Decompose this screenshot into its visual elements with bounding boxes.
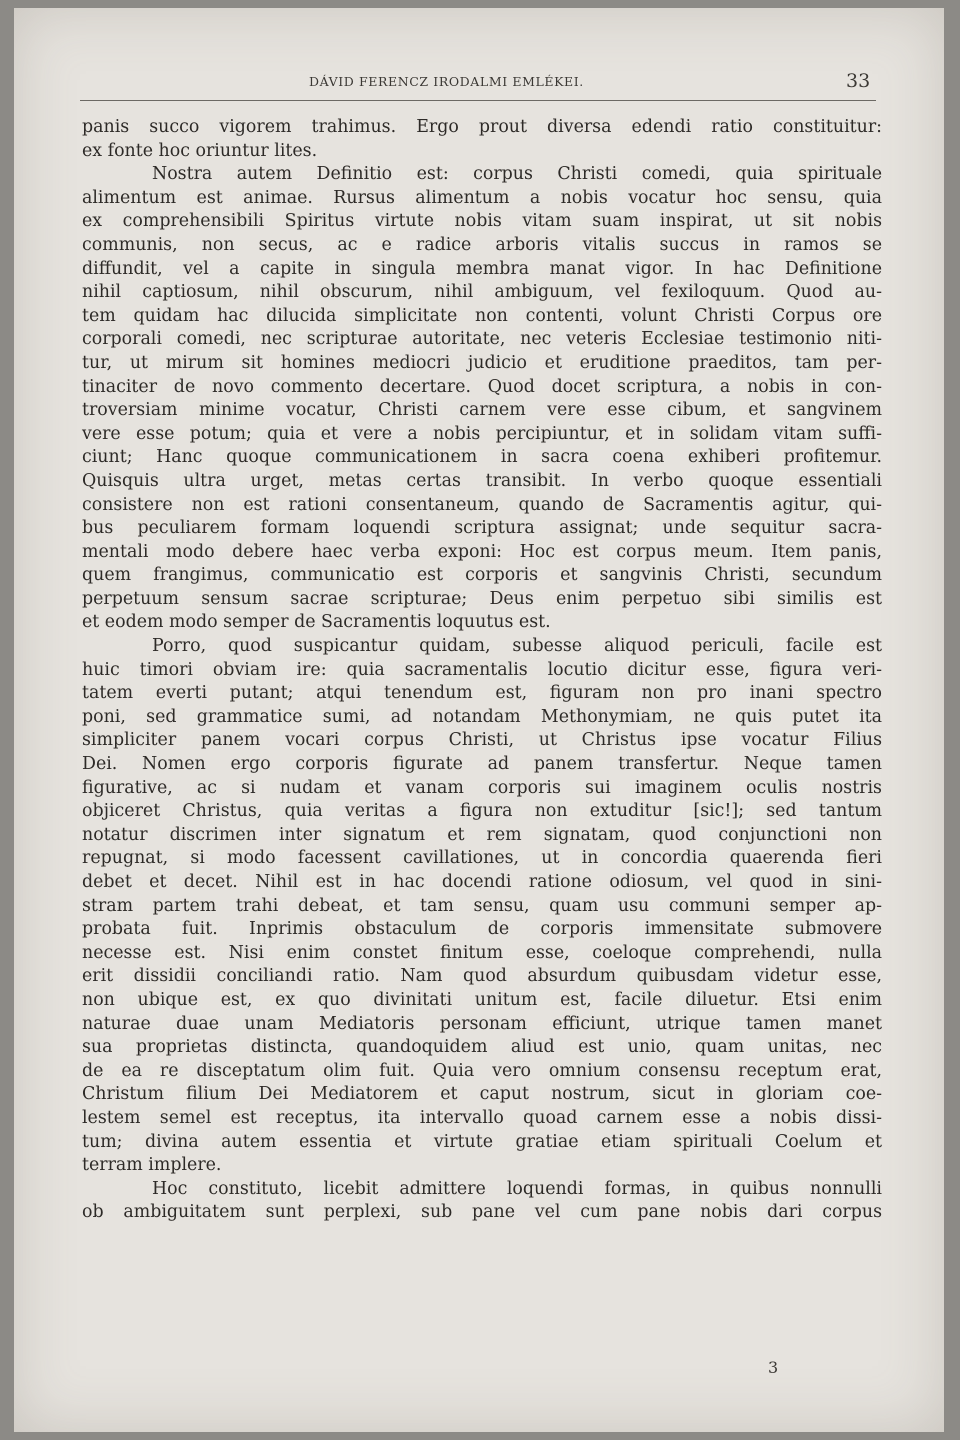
text-line: Porro, quod suspicantur quidam, subesse aliquod periculi, facile est	[152, 636, 882, 657]
text-line: troversiam minime vocatur, Christi carnem vere esse cibum, et sangvinem	[82, 400, 882, 421]
text-line: repugnat, si modo facessent cavillationes, ut in concordia quaerenda fieri	[82, 848, 882, 869]
text-line: tinaciter de novo commento decertare. Quod docet scriptura, a nobis in con-	[82, 376, 882, 397]
text-line: probata fuit. Inprimis obstaculum de corporis immensitate submovere	[82, 919, 882, 940]
text-line: tum; divina autem essentia et virtute gratiae etiam spirituali Coelum et	[82, 1131, 882, 1152]
text-line: quem frangimus, communicatio est corporis et sangvinis Christi, secundum	[82, 565, 882, 586]
text-line: notatur discrimen inter signatum et rem signatam, quod conjunctioni non	[82, 824, 882, 845]
text-line: communis, non secus, ac e radice arboris vitalis succus in ramos se	[82, 234, 882, 255]
text-line: bus peculiarem formam loquendi scriptura assignat; unde sequitur sacra-	[82, 518, 882, 539]
text-line: debet et decet. Nihil est in hac docendi ratione odiosum, vel quod in sini-	[82, 872, 882, 892]
text-line: huic timori obviam ire: quia sacramentalis locutio dicitur esse, figura veri-	[82, 659, 882, 680]
text-line: panis succo vigorem trahimus. Ergo prout diversa edendi ratio constituitur:	[82, 117, 882, 137]
page-header	[14, 72, 944, 96]
text-line: Dei. Nomen ergo corporis figurate ad panem transfertur. Neque tamen	[82, 754, 882, 775]
text-line: naturae duae unam Mediatoris personam efficiunt, utrique tamen manet	[82, 1013, 882, 1034]
text-line: vere esse potum; quia et vere a nobis percipiuntur, et in solidam vitam suffi-	[82, 423, 882, 444]
text-line: consistere non est rationi consentaneum, quando de Sacramentis agitur, qui-	[82, 494, 882, 515]
text-line: nihil captiosum, nihil obscurum, nihil ambiguum, vel fexiloquum. Quod au-	[82, 282, 882, 303]
book-page	[14, 8, 944, 1432]
text-line: sua proprietas distincta, quandoquidem aliud est unio, quam unitas, nec	[82, 1037, 882, 1058]
text-line: non ubique est, ex quo divinitati unitum est, facile diluetur. Etsi enim	[82, 989, 882, 1010]
text-line: mentali modo debere haec verba exponi: Hoc est corpus meum. Item panis,	[82, 541, 882, 562]
header-rule	[80, 100, 876, 101]
text-line: alimentum est animae. Rursus alimentum a nobis vocatur hoc sensu, quia	[82, 187, 882, 208]
text-line: objiceret Christus, quia veritas a figura non extuditur [sic!]; sed tantum	[82, 801, 882, 822]
signature-mark: 3	[768, 1358, 779, 1377]
text-line: Christum filium Dei Mediatorem et caput nostrum, sicut in gloriam coe-	[82, 1084, 882, 1105]
text-line: erit dissidii conciliandi ratio. Nam quod absurdum quibusdam videtur esse,	[82, 966, 882, 987]
text-line: Quisquis ultra urget, metas certas transibit. In verbo quoque essentiali	[82, 470, 882, 491]
text-line: poni, sed grammatice sumi, ad notandam Methonymiam, ne quis putet ita	[82, 706, 882, 727]
text-line: ciunt; Hanc quoque communicationem in sacra coena exhiberi profitemur.	[82, 447, 882, 468]
text-line: lestem semel est receptus, ita intervallo quoad carnem esse a nobis dissi-	[82, 1107, 882, 1128]
text-line: diffundit, vel a capite in singula membra manat vigor. In hac Definitione	[82, 258, 882, 279]
text-line: de ea re disceptatum olim fuit. Quia vero omnium consensu receptum erat,	[82, 1060, 882, 1081]
text-line: ex fonte hoc oriuntur lites.	[82, 140, 318, 161]
text-line: stram partem trahi debeat, et tam sensu, quam usu communi semper ap-	[82, 895, 882, 916]
text-line: tatem everti putant; atqui tenendum est, figuram non pro inani spectro	[82, 683, 882, 704]
text-line: terram implere.	[82, 1155, 222, 1176]
text-line: et eodem modo semper de Sacramentis loquutus est.	[82, 612, 551, 633]
text-line: tur, ut mirum sit homines mediocri judicio et eruditione praeditos, tam per-	[82, 352, 882, 373]
text-line: ex comprehensibili Spiritus virtute nobis vitam suam inspirat, ut sit nobis	[82, 211, 882, 232]
running-head: DÁVID FERENCZ IRODALMI EMLÉKEI.	[309, 74, 584, 89]
text-line: perpetuum sensum sacrae scripturae; Deus enim perpetuo sibi similis est	[82, 588, 882, 609]
text-line: necesse est. Nisi enim constet finitum esse, coeloque comprehendi, nulla	[82, 942, 882, 963]
text-line: simpliciter panem vocari corpus Christi, ut Christus ipse vocatur Filius	[82, 730, 882, 751]
body-text	[82, 116, 882, 1225]
text-line: tem quidam hac dilucida simplicitate non contenti, volunt Christi Corpus ore	[82, 305, 882, 326]
page-number: 33	[846, 70, 871, 92]
text-line: corporali comedi, nec scripturae autoritate, nec veteris Ecclesiae testimonio niti-	[82, 329, 882, 350]
text-line: figurative, ac si nudam et vanam corporis sui imaginem oculis nostris	[82, 777, 882, 798]
text-line: ob ambiguitatem sunt perplexi, sub pane vel cum pane nobis dari corpus	[82, 1202, 882, 1223]
text-line: Nostra autem Definitio est: corpus Christi comedi, quia spirituale	[152, 164, 882, 185]
text-line: Hoc constituto, licebit admittere loquendi formas, in quibus nonnulli	[152, 1178, 882, 1199]
